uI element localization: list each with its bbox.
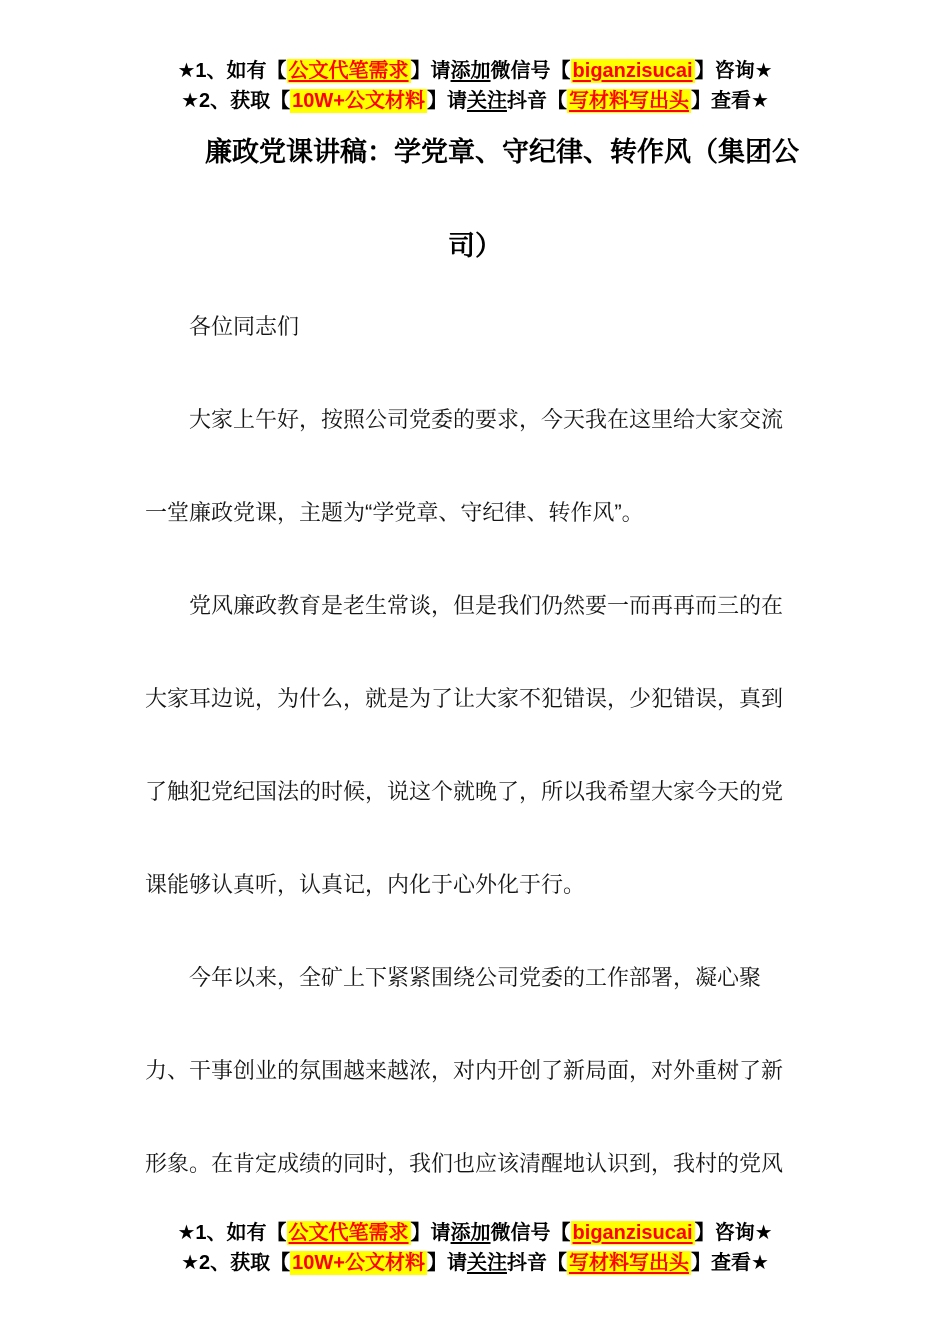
text-line: 形象。在肯定成绩的同时，我们也应该清醒地认识到，我村的党风 — [145, 1151, 784, 1176]
text-line: 党风廉政教育是老生常谈，但是我们仍然要一而再再而三的在 — [189, 593, 784, 618]
promo-highlight: biganzisucai — [572, 1222, 693, 1244]
promo-text: ★2、获取【 — [181, 90, 291, 112]
text-line: 大家上午好，按照公司党委的要求，今天我在这里给大家交流 — [189, 407, 784, 432]
promo-line — [0, 1218, 950, 1248]
promo-text: 添加 — [450, 1222, 491, 1244]
text-line: 力、干事创业的氛围越来越浓，对内开创了新局面，对外重树了新 — [145, 1058, 784, 1083]
document-body — [145, 280, 805, 1210]
promo-highlight: 公文代笔需求 — [288, 1222, 409, 1244]
title-line: 廉政党课讲稿：学党章、守纪律、转作风（集团公 — [205, 137, 799, 167]
promo-line — [0, 1248, 950, 1278]
promo-text: 】请 — [426, 1252, 467, 1274]
promo-text: 】请 — [410, 60, 451, 82]
text-line: 各位同志们 — [189, 314, 300, 339]
promo-text: 关注 — [466, 90, 507, 112]
promo-text: 】请 — [410, 1222, 451, 1244]
paragraph — [145, 931, 805, 1210]
paragraph — [145, 373, 805, 559]
promo-highlight: biganzisucai — [572, 60, 693, 82]
promo-highlight: 10W+公文材料 — [292, 1252, 425, 1274]
header-promo — [0, 0, 950, 116]
promo-text: 】查看★ — [690, 1252, 769, 1274]
text-line: 了触犯党纪国法的时候，说这个就晚了，所以我希望大家今天的党 — [145, 779, 784, 804]
promo-text: ★1、如有【 — [177, 1222, 287, 1244]
promo-text: 】咨询★ — [694, 1222, 773, 1244]
promo-text: 】请 — [426, 90, 467, 112]
promo-text: 抖音【 — [506, 90, 567, 112]
footer-promo — [0, 1218, 950, 1278]
promo-text: 】查看★ — [690, 90, 769, 112]
promo-text: 抖音【 — [506, 1252, 567, 1274]
text-line: 今年以来，全矿上下紧紧围绕公司党委的工作部署，凝心聚 — [189, 965, 762, 990]
promo-line — [0, 56, 950, 86]
text-line: 一堂廉政党课，主题为“学党章、守纪律、转作风”。 — [145, 500, 644, 525]
paragraph — [145, 559, 805, 931]
promo-text: 微信号【 — [490, 1222, 571, 1244]
paragraph — [145, 280, 805, 373]
title-line: 司） — [448, 231, 502, 261]
promo-text: 】咨询★ — [694, 60, 773, 82]
promo-text: 微信号【 — [490, 60, 571, 82]
text-line: 大家耳边说，为什么，就是为了让大家不犯错误，少犯错误，真到 — [145, 686, 784, 711]
promo-text: 添加 — [450, 60, 491, 82]
promo-text: 关注 — [466, 1252, 507, 1274]
document-title — [145, 132, 805, 266]
text-line: 课能够认真听，认真记，内化于心外化于行。 — [145, 872, 586, 897]
promo-highlight: 公文代笔需求 — [288, 60, 409, 82]
promo-text: ★1、如有【 — [177, 60, 287, 82]
promo-text: ★2、获取【 — [181, 1252, 291, 1274]
promo-highlight: 写材料写出头 — [568, 1252, 689, 1274]
promo-highlight: 10W+公文材料 — [292, 90, 425, 112]
promo-highlight: 写材料写出头 — [568, 90, 689, 112]
promo-line — [0, 86, 950, 116]
